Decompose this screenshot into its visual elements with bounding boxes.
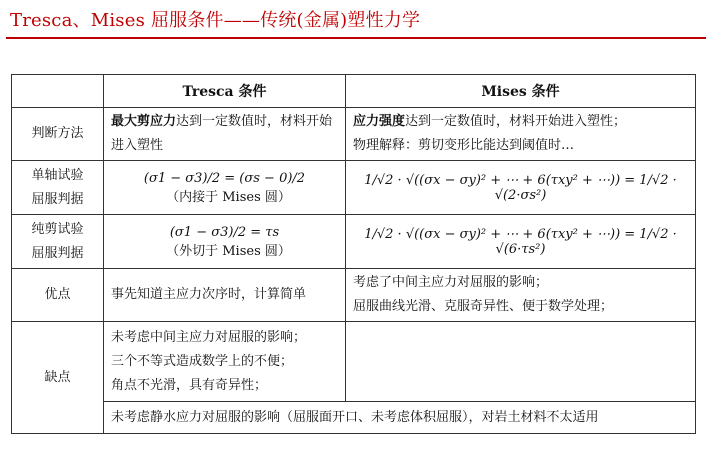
header-tresca: Tresca 条件 [104, 75, 346, 108]
shear-label [12, 215, 104, 269]
criterion-label-text: 判断方法 [31, 126, 84, 141]
criterion-tresca-text: 达到一定数值时，材料开始进入塑性 [111, 114, 333, 153]
criterion-mises-bold: 应力强度 [353, 114, 406, 129]
uniaxial-mises-formula: 1/√2 · √((σx − σy)² + ⋯ + 6(τxy² + ⋯)) = 1/√2 · √(2·σs²) [364, 172, 677, 203]
row-criterion [12, 108, 696, 161]
cons-tresca-line3: 角点不光滑，具有奇异性； [111, 377, 268, 393]
cons-mises [346, 322, 696, 402]
uniaxial-tresca-formula: (σ1 − σ3)/2 = (σs − 0)/2 [143, 170, 306, 186]
pros-mises-line2: 屈服曲线光滑、克服奇异性、便于数学处理； [353, 299, 614, 314]
uniaxial-tresca-note: （内接于 Mises 圆） [166, 189, 291, 205]
cons-shared: 未考虑静水应力对屈服的影响（屈服面开口、未考虑体积屈服），对岩土材料不太适用 [104, 402, 696, 434]
shear-label-line2: 屈服判据 [31, 245, 84, 261]
page-title: Tresca、Mises 屈服条件——传统(金属)塑性力学 [10, 10, 421, 31]
row-pros [12, 269, 696, 322]
title-divider [6, 37, 706, 39]
pros-mises-line1: 考虑了中间主应力对屈服的影响； [353, 275, 549, 290]
header-row [12, 75, 696, 108]
pros-mises [346, 269, 696, 322]
shear-tresca [104, 215, 346, 269]
shear-label-line1: 纯剪试验 [31, 221, 84, 237]
yield-criteria-table [11, 74, 696, 434]
pros-label: 优点 [12, 269, 104, 322]
pros-tresca: 事先知道主应力次序时，计算简单 [104, 269, 346, 322]
criterion-mises-text: 达到一定数值时，材料开始进入塑性； [405, 114, 627, 129]
shear-tresca-note: （外切于 Mises 圆） [166, 243, 291, 259]
uniaxial-label-line2: 屈服判据 [31, 191, 84, 207]
cons-tresca-line1: 未考虑中间主应力对屈服的影响； [111, 329, 307, 345]
cons-tresca [104, 322, 346, 402]
criterion-label [12, 108, 104, 161]
criterion-tresca [104, 108, 346, 161]
shear-mises-formula: 1/√2 · √((σx − σy)² + ⋯ + 6(τxy² + ⋯)) = 1/√2 · √(6·τs²) [364, 226, 677, 257]
shear-tresca-formula: (σ1 − σ3)/2 = τs [169, 224, 280, 240]
header-blank [12, 75, 104, 108]
uniaxial-mises [346, 161, 696, 215]
criterion-tresca-bold: 最大剪应力 [111, 114, 177, 129]
criterion-mises [346, 108, 696, 161]
row-uniaxial [12, 161, 696, 215]
shear-mises [346, 215, 696, 269]
uniaxial-tresca [104, 161, 346, 215]
row-shear [12, 215, 696, 269]
row-cons [12, 322, 696, 402]
criterion-mises-line2: 物理解释：剪切变形比能达到阈值时… [353, 138, 575, 153]
cons-label: 缺点 [12, 322, 104, 434]
row-cons-shared [12, 402, 696, 434]
header-mises: Mises 条件 [346, 75, 696, 108]
uniaxial-label [12, 161, 104, 215]
uniaxial-label-line1: 单轴试验 [31, 167, 84, 183]
cons-tresca-line2: 三个不等式造成数学上的不便； [111, 353, 294, 369]
